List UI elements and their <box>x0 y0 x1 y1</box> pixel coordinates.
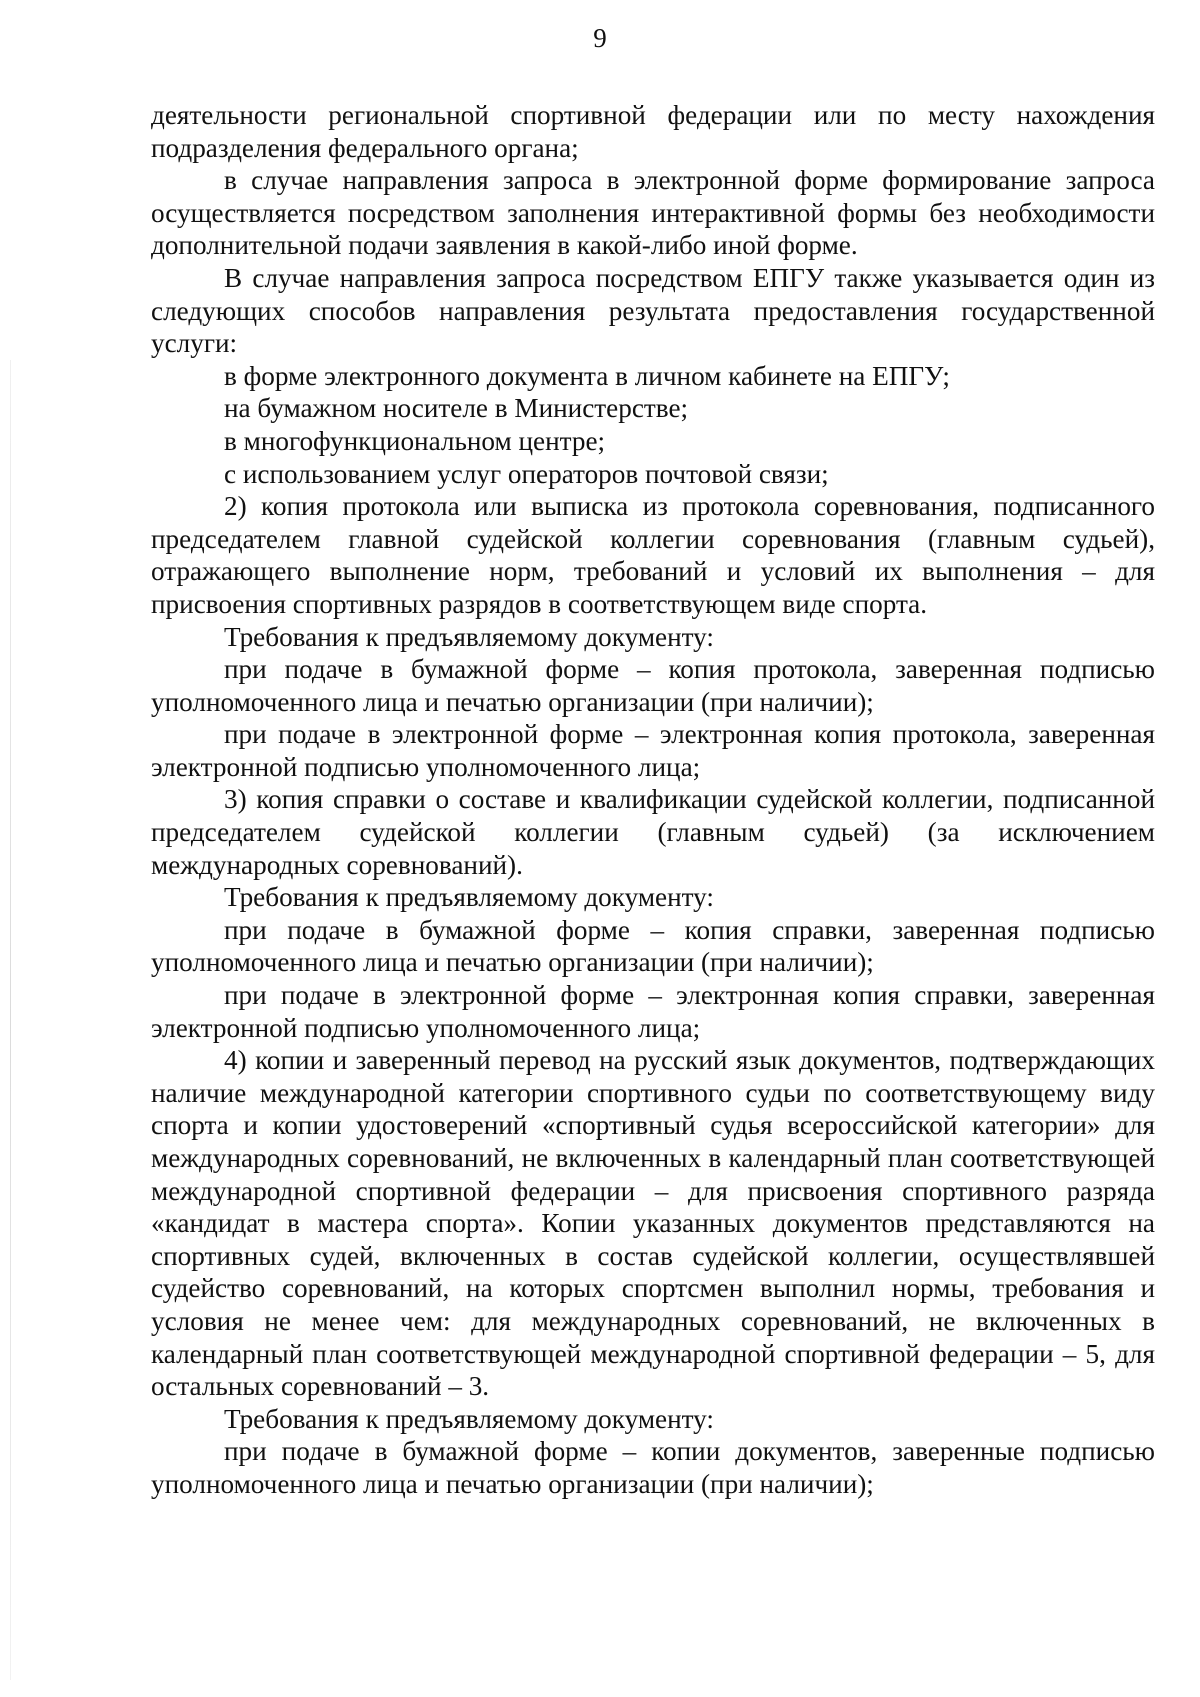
page-number: 9 <box>593 23 607 53</box>
scan-edge-shadow <box>10 360 11 1680</box>
list-item: в многофункциональном центре; <box>224 425 606 456</box>
requirements-heading: Требования к предъявляемому документу: <box>224 1403 714 1434</box>
paragraph: при подаче в бумажной форме – копия протокола, заверенная подписью уполномоченного лица и печатью организации (при наличии); <box>151 654 1155 717</box>
paragraph: при подаче в электронной форме – электронная копия справки, заверенная электронной подписью уполномоченного лица; <box>151 980 1155 1043</box>
numbered-paragraph: 3) копия справки о составе и квалификации судейской коллегии, подписанной председателем судейской коллегии (главным судьей) (за исключением международных соревнований). <box>151 784 1155 880</box>
paragraph: в случае направления запроса в электронной форме формирование запроса осуществляется посредством заполнения интерактивной формы без необходимости дополнительной подачи заявления в какой-либо иной форме. <box>151 165 1155 261</box>
paragraph: при подаче в электронной форме – электронная копия протокола, заверенная электронной подписью уполномоченного лица; <box>151 719 1155 782</box>
numbered-paragraph: 4) копии и заверенный перевод на русский язык документов, подтверждающих наличие международной категории спортивного судьи по соответствующему виду спорта и копии удостоверений «спортивный судья всероссийской категории» для международных соревнований, не включенных в календарный план соответствующей международной спортивной федерации – для присвоения спортивного разряда «кандидат в мастера спорта». Копии указанных документов представляются на спортивных судей, включенных в состав судейской коллегии, осуществлявшей судейство соревнований, на которых спортсмен выполнил нормы, требования и условия не менее чем: для международных соревнований, не включенных в календарный план соответствующей международной спортивной федерации – 5, для остальных соревнований – 3. <box>151 1045 1155 1402</box>
paragraph: деятельности региональной спортивной федерации или по месту нахождения подразделения федерального органа; <box>151 100 1155 163</box>
list-item: с использованием услуг операторов почтовой связи; <box>224 458 829 489</box>
list-item: в форме электронного документа в личном кабинете на ЕПГУ; <box>224 360 950 391</box>
document-body <box>151 99 1155 1501</box>
paragraph: при подаче в бумажной форме – копия справки, заверенная подписью уполномоченного лица и печатью организации (при наличии); <box>151 914 1155 978</box>
numbered-paragraph: 2) копия протокола или выписка из протокола соревнования, подписанного председателем главной судейской коллегии соревнования (главным судьей), отражающего выполнение норм, требований и условий их выполнения – для присвоения спортивных разрядов в соответствующем виде спорта. <box>151 491 1155 619</box>
paragraph: В случае направления запроса посредством ЕПГУ также указывается один из следующих способов направления результата предоставления государственной услуги: <box>151 262 1155 359</box>
requirements-heading: Требования к предъявляемому документу: <box>224 621 714 652</box>
paragraph: при подаче в бумажной форме – копии документов, заверенные подписью уполномоченного лица и печатью организации (при наличии); <box>151 1436 1155 1499</box>
requirements-heading: Требования к предъявляемому документу: <box>224 882 714 913</box>
list-item: на бумажном носителе в Министерстве; <box>224 393 689 424</box>
